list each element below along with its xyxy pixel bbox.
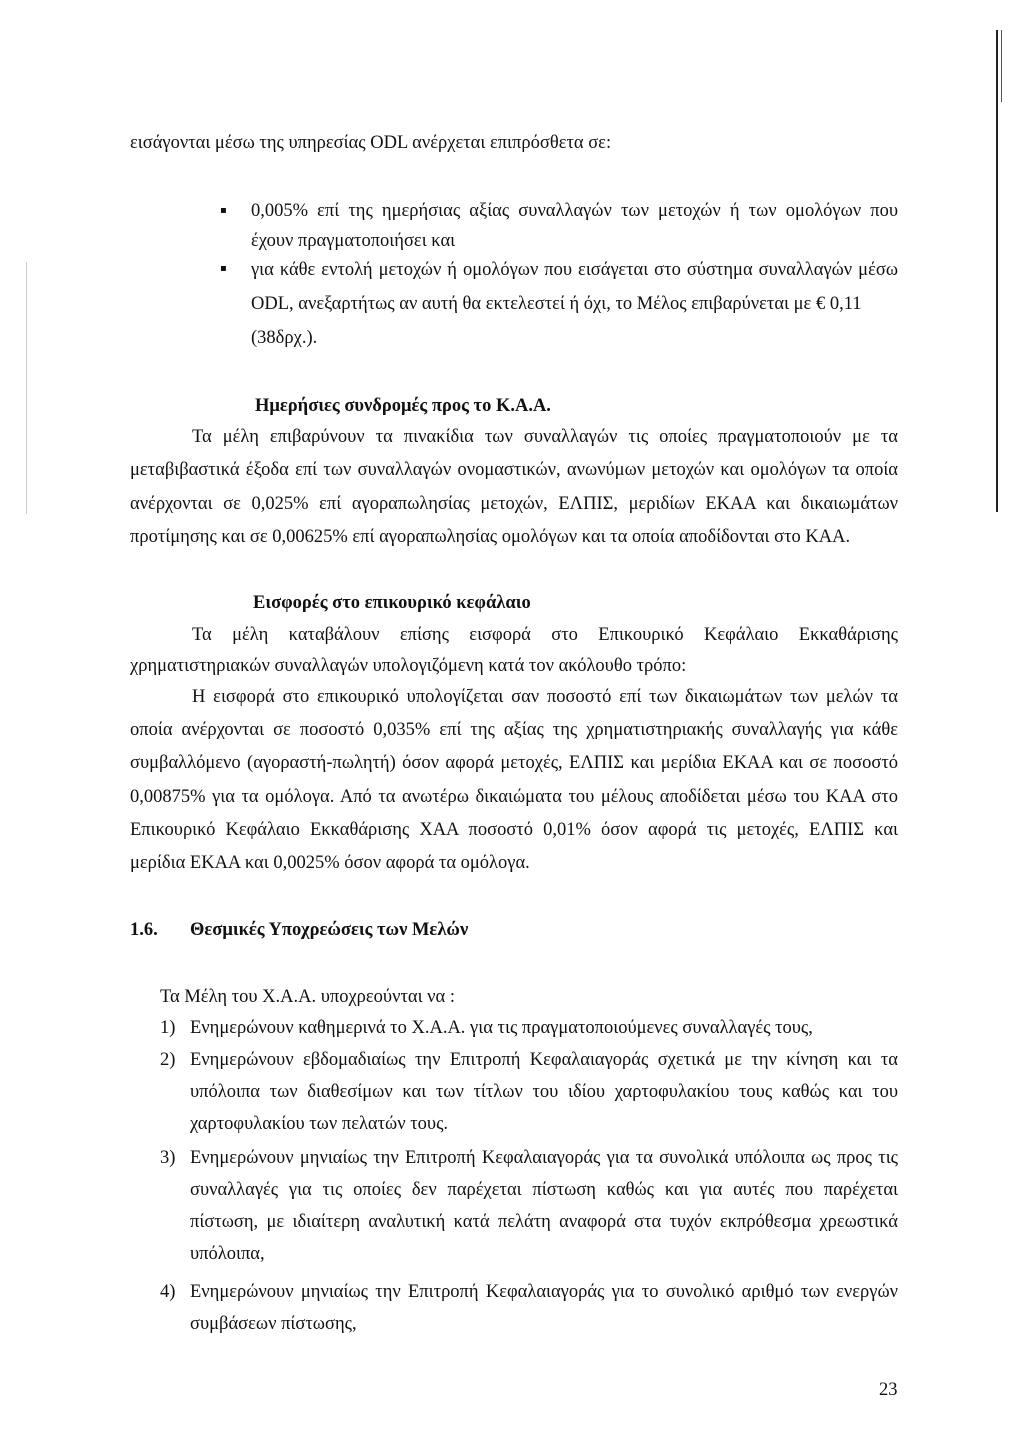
obligation-item xyxy=(160,1142,898,1270)
item-line: Ενημερώνουν εβδομαδιαίως την Επιτροπή Κεφαλαιαγοράς σχετικά με την κίνηση και τα xyxy=(190,1050,898,1070)
item-line: πίστωση, με ιδιαίτερη αναλυτική κατά πελάτη αναφορά στα τυχόν εκπρόθεσμα χρεωστικά xyxy=(190,1212,898,1232)
section-heading-daily-fees: Ημερήσιες συνδρομές προς το Κ.Α.Α. xyxy=(255,396,551,416)
obligations-intro xyxy=(160,981,898,1014)
obligation-item xyxy=(160,1276,898,1340)
odl-fee-item xyxy=(220,253,898,355)
item-line: χαρτοφυλακίου των πελατών τους. xyxy=(190,1114,449,1134)
paragraph-line: ανέρχονται σε 0,025% επί αγοραπωλησίας μετοχών, ΕΛΠΙΣ, μεριδίων ΕΚΑΑ και δικαιωμάτων xyxy=(130,493,898,514)
paragraph-line: εισάγονται μέσω της υπηρεσίας ODL ανέρχεται επιπρόσθετα σε: xyxy=(130,133,612,153)
paragraph-line: συμβαλλόμενο (αγοραστή-πωλητή) όσον αφορά μετοχές, ΕΛΠΙΣ και μερίδια ΕΚΑΑ και σε ποσοστό xyxy=(130,753,898,774)
bullet-line: έχουν πραγματοποιήσει και xyxy=(251,231,456,251)
intro-text xyxy=(130,127,898,160)
paragraph-line: Τα μέλη επιβαρύνουν τα πινακίδια των συναλλαγών τις οποίες πραγματοποιούν με τα xyxy=(192,427,898,447)
odl-fee-item xyxy=(220,196,898,256)
obligation-item xyxy=(160,1012,898,1044)
scan-edge-line xyxy=(996,30,998,512)
paragraph-line: οποία ανέρχονται σε ποσοστό 0,035% επί της αξίας της χρηματιστηριακής συναλλαγής για κάθε xyxy=(130,720,898,741)
paragraph-line: προτίμησης και σε 0,00625% επί αγοραπωλησίας ομολόγων και τα οποία αποδίδονται στο ΚΑΑ. xyxy=(130,526,851,547)
section-number: 1.6. xyxy=(130,920,158,940)
paragraph-line: 0,00875% για τα ομόλογα. Από τα ανωτέρω δικαιώματα του μέλους αποδίδεται μέσω του ΚΑΑ στο xyxy=(130,786,898,807)
obligation-item xyxy=(160,1044,898,1140)
item-number: 3) xyxy=(160,1148,176,1168)
item-number: 4) xyxy=(160,1282,176,1302)
section-heading-1-6 xyxy=(130,914,630,947)
item-line: υπόλοιπα, xyxy=(190,1244,265,1264)
section-title: Θεσμικές Υποχρεώσεις των Μελών xyxy=(190,920,469,940)
bullet-line: για κάθε εντολή μετοχών ή ομολόγων που εισάγεται στο σύστημα συναλλαγών μέσω xyxy=(251,260,898,280)
item-number: 1) xyxy=(160,1018,176,1038)
paragraph-line: Τα Μέλη του Χ.Α.Α. υποχρεούνται να : xyxy=(160,987,456,1007)
bullet-marker: ▪ xyxy=(220,205,227,216)
scan-edge-line xyxy=(26,262,27,514)
item-line: συναλλαγές για τις οποίες δεν παρέχεται πίστωση καθώς και για αυτές που παρέχεται xyxy=(190,1180,898,1200)
paragraph-line: μεταβιβαστικά έξοδα επί των συναλλαγών ονομαστικών, ανωνύμων μετοχών και ομολόγων τα οποία xyxy=(130,460,898,481)
paragraph-line: Επικουρικό Κεφάλαιο Εκκαθάρισης ΧΑΑ ποσοστό 0,01% όσον αφορά τις μετοχές, ΕΛΠΙΣ και xyxy=(130,819,898,840)
bullet-line: 0,005% επί της ημερήσιας αξίας συναλλαγών των μετοχών ή των ομολόγων που xyxy=(251,201,898,221)
bullet-line: ODL, ανεξαρτήτως αν αυτή θα εκτελεστεί ή όχι, το Μέλος επιβαρύνεται με € 0,11 xyxy=(251,294,862,314)
paragraph-line: Τα μέλη καταβάλουν επίσης εισφορά στο Επικουρικό Κεφάλαιο Εκκαθάρισης xyxy=(192,625,898,645)
item-number: 2) xyxy=(160,1050,176,1070)
item-line: Ενημερώνουν μηνιαίως την Επιτροπή Κεφαλαιαγοράς για τα συνολικά υπόλοιπα ως προς τις xyxy=(190,1148,898,1168)
item-line: Ενημερώνουν καθημερινά το Χ.Α.Α. για τις πραγματοποιούμενες συναλλαγές τους, xyxy=(190,1018,813,1038)
auxiliary-fund-intro-paragraph xyxy=(130,620,898,682)
daily-fees-paragraph xyxy=(130,421,898,554)
auxiliary-fund-calculation-paragraph xyxy=(130,681,898,880)
item-line: συμβάσεων πίστωσης, xyxy=(190,1314,357,1334)
scan-edge-line xyxy=(1001,30,1002,102)
bullet-line: (38δρχ.). xyxy=(251,328,318,348)
paragraph-line: Η εισφορά στο επικουρικό υπολογίζεται σαν ποσοστό επί των δικαιωμάτων των μελών τα xyxy=(192,687,898,707)
item-line: Ενημερώνουν μηνιαίως την Επιτροπή Κεφαλαιαγοράς για το συνολικό αριθμό των ενεργών xyxy=(190,1282,898,1302)
section-heading-auxiliary-fund: Εισφορές στο επικουρικό κεφάλαιο xyxy=(253,593,531,613)
bullet-marker: ▪ xyxy=(220,263,227,274)
paragraph-line: μερίδια ΕΚΑΑ και 0,0025% όσον αφορά τα ομόλογα. xyxy=(130,853,530,874)
page-number: 23 xyxy=(879,1380,898,1400)
paragraph-line: χρηματιστηριακών συναλλαγών υπολογιζόμενη κατά τον ακόλουθο τρόπο: xyxy=(130,656,687,676)
item-line: υπόλοιπα των διαθεσίμων και των τίτλων του ιδίου χαρτοφυλακίου τους καθώς και του xyxy=(190,1082,898,1102)
